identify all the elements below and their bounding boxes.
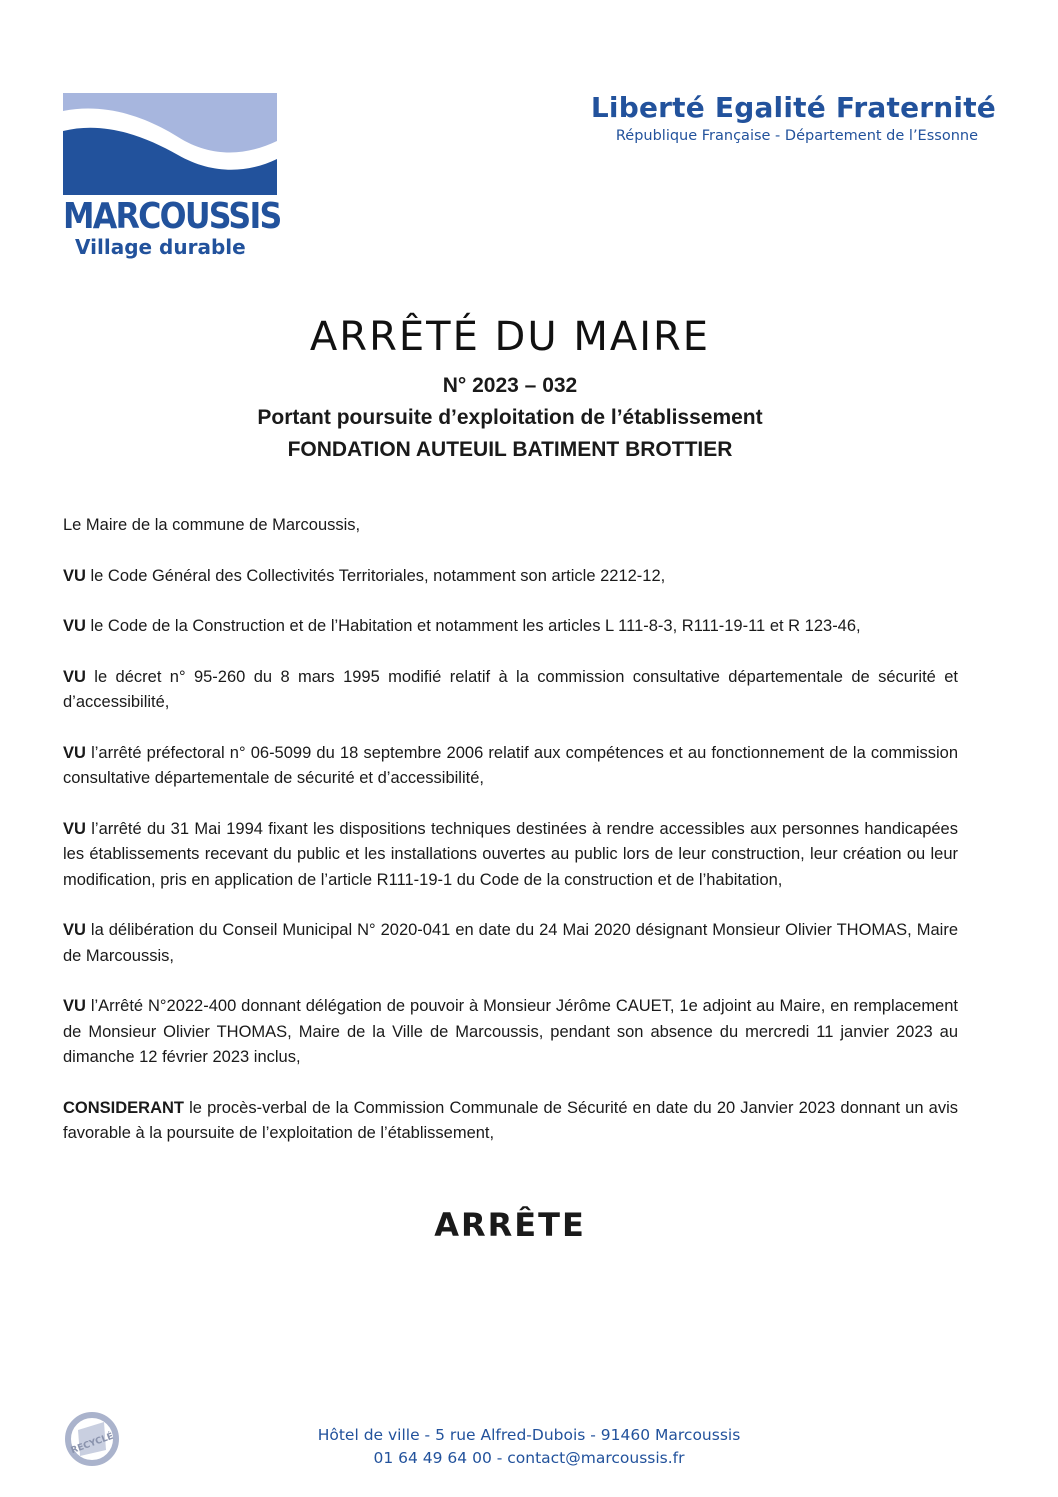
logo-name: MARCOUSSIS (63, 196, 281, 237)
recital-text: le décret n° 95-260 du 8 mars 1995 modifié relatif à la commission consultative départementale de sécurité et d’accessibilité, (63, 667, 958, 711)
recital-text: l’arrêté du 31 Mai 1994 fixant les dispositions techniques destinées à rendre accessibles aux personnes handicapées les établissements recevant du public et les installations ouvertes au public lors de leur construction, leur création ou leur modification, pris en application de l’article R111-19-1 du Code de la construction et de l’habitation, (63, 819, 958, 889)
recital-text: le Code de la Construction et de l’Habitation et notamment les articles L 111-8-3, R111-19-11 et R 123-46, (85, 617, 861, 635)
recital-paragraph (63, 817, 958, 894)
recital-lead: VU (63, 617, 86, 635)
recital-paragraph (63, 741, 958, 792)
recital-lead: VU (63, 566, 86, 585)
considering-text: le procès-verbal de la Commission Communale de Sécurité en date du 20 Janvier 2023 donnant un avis favorable à la poursuite de l’exploitation de l’établissement, (63, 1098, 958, 1142)
recital-paragraph (63, 564, 958, 590)
document-title: ARRÊTÉ DU MAIRE (309, 314, 711, 360)
recital-paragraph (63, 994, 958, 1071)
intro-paragraph: Le Maire de la commune de Marcoussis, (63, 516, 361, 534)
wave-emblem-icon (63, 93, 277, 195)
footer-address: Hôtel de ville - 5 rue Alfred-Dubois - 91460 Marcoussis (317, 1426, 741, 1444)
recital-lead: VU (63, 997, 86, 1015)
recital-text: l’arrêté préfectoral n° 06-5099 du 18 septembre 2006 relatif aux compétences et au fonctionnement de la commission consultative départementale de sécurité et d’accessibilité, (63, 743, 958, 787)
recital-lead: VU (63, 667, 86, 686)
footer-contact: 01 64 49 64 00 - contact@marcoussis.fr (373, 1449, 685, 1467)
recital-text: l’Arrêté N°2022-400 donnant délégation de pouvoir à Monsieur Jérôme CAUET, 1e adjoint au Maire, en remplacement de Monsieur Olivier THOMAS, Maire de la Ville de Marcoussis, pendant son absence du mercredi 11 janvier 2023 au dimanche 12 février 2023 inclus, (63, 997, 958, 1066)
republic-motto (591, 90, 996, 146)
document-subtitle (0, 370, 1020, 466)
decree-subject-line-1: Portant poursuite d’exploitation de l’établissement (257, 406, 763, 429)
recital-lead: VU (63, 921, 86, 939)
decision-heading: ARRÊTE (434, 1206, 586, 1244)
motto-sub: République Française - Département de l’Essonne (615, 128, 978, 144)
decree-body (63, 513, 958, 1172)
recital-paragraph (63, 614, 958, 640)
svg-text:RECYCLÉ: RECYCLÉ (69, 1431, 115, 1457)
recital-paragraph (63, 665, 958, 716)
recital-lead: VU (63, 819, 86, 838)
marcoussis-logo (63, 93, 281, 259)
recital-lead: VU (63, 743, 86, 762)
decree-number: N° 2023 – 032 (442, 374, 578, 397)
considering-lead: CONSIDERANT (63, 1098, 185, 1117)
considering-paragraph (63, 1096, 958, 1147)
motto-main: Liberté Egalité Fraternité (590, 91, 996, 124)
recital-text: la délibération du Conseil Municipal N° 2020-041 en date du 24 Mai 2020 désignant Monsieur Olivier THOMAS, Maire de Marcoussis, (63, 921, 958, 965)
page-footer (0, 1424, 1058, 1470)
recital-text: le Code Général des Collectivités Territoriales, notamment son article 2212-12, (85, 566, 666, 585)
logo-tagline: Village durable (75, 235, 246, 259)
decree-subject-line-2: FONDATION AUTEUIL BATIMENT BROTTIER (287, 438, 733, 461)
recital-paragraph (63, 918, 958, 969)
